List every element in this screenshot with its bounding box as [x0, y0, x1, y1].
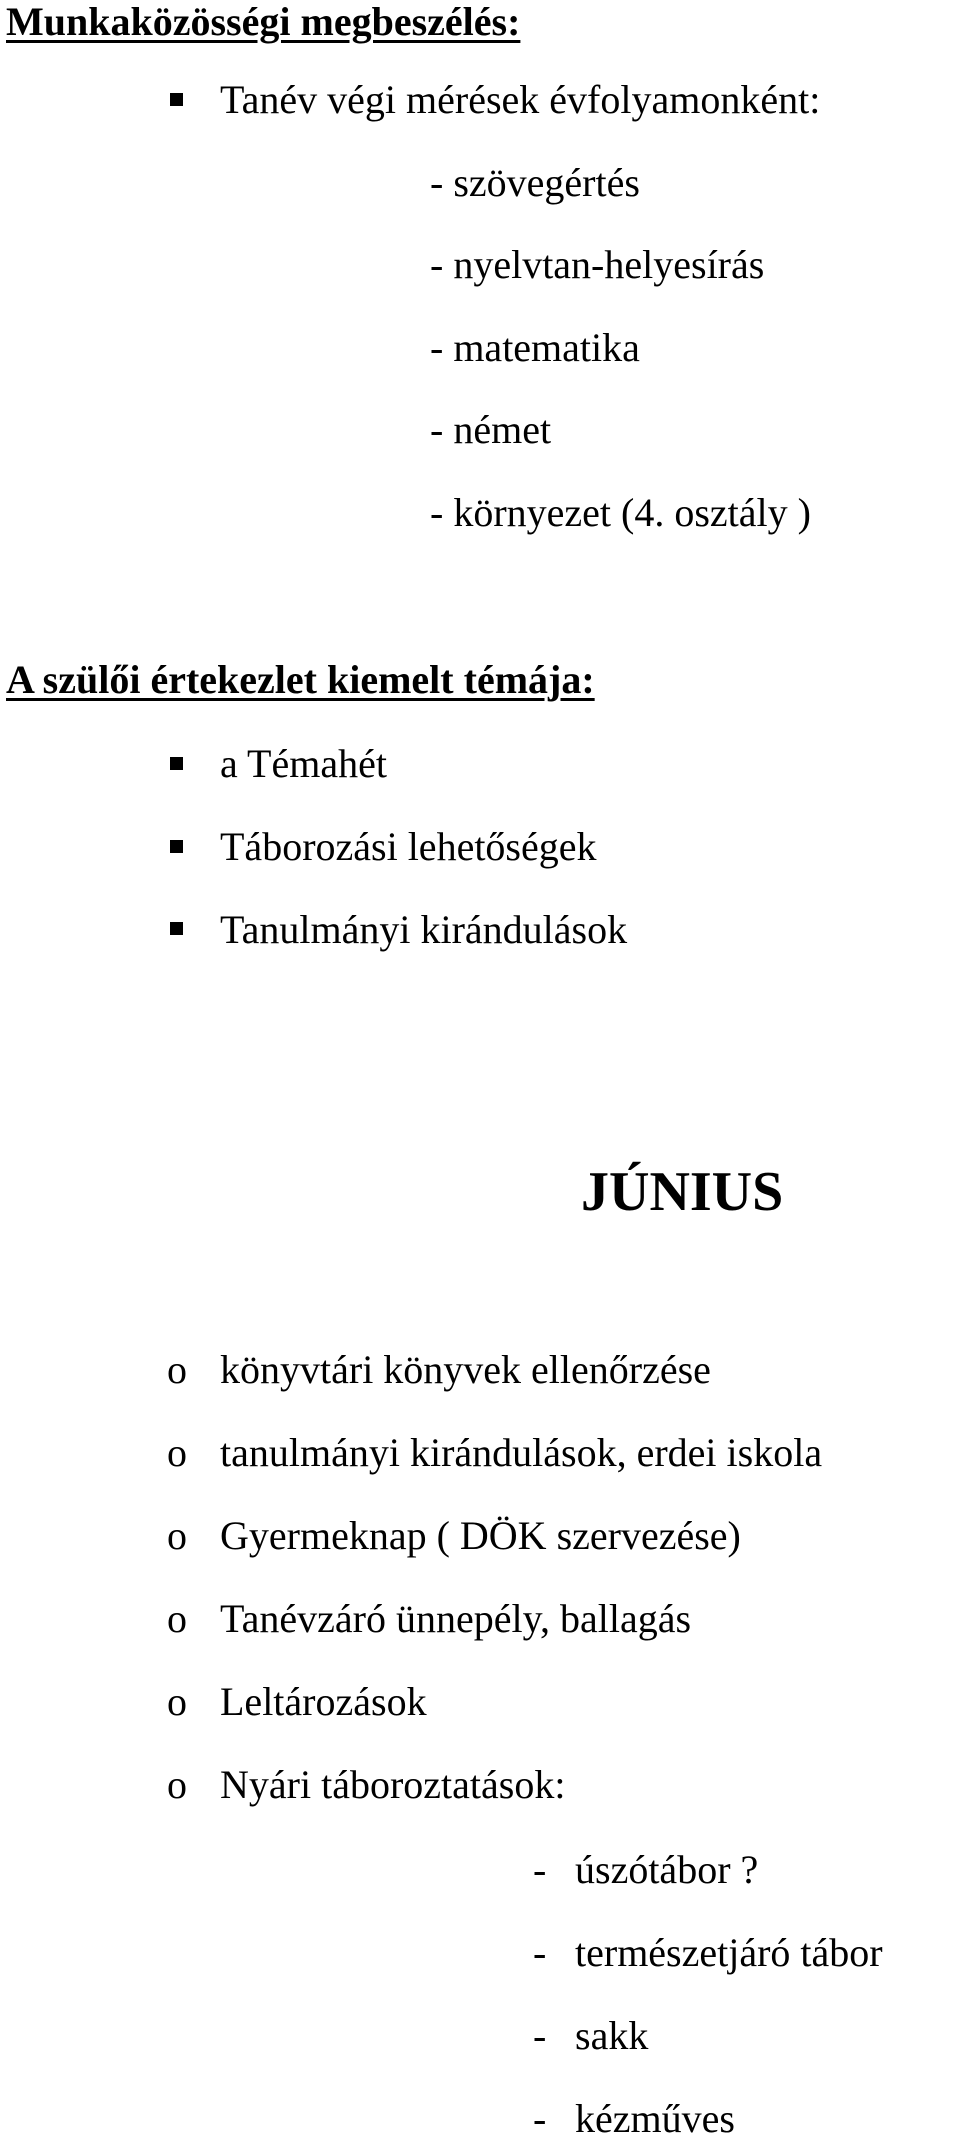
circle-bullet-icon: o: [167, 1347, 187, 1392]
sub-item: - német: [430, 407, 552, 452]
sub-item: - matematika: [430, 325, 640, 370]
month-item: Nyári táboroztatások:: [220, 1762, 566, 1807]
sub-item: - szövegértés: [430, 160, 640, 205]
month-item: Tanévzáró ünnepély, ballagás: [220, 1596, 692, 1641]
bullet-text: Táborozási lehetőségek: [220, 824, 597, 869]
bullet-text: Tanulmányi kirándulások: [220, 907, 628, 952]
sub-item: - nyelvtan-helyesírás: [430, 242, 765, 287]
section-heading-parents-meeting: A szülői értekezlet kiemelt témája:: [6, 657, 595, 702]
dash-bullet: -: [533, 2013, 547, 2058]
square-bullet-icon: [170, 93, 183, 106]
bullet-text: a Témahét: [220, 741, 387, 786]
square-bullet-icon: [170, 922, 183, 935]
dash-bullet: -: [533, 2096, 547, 2141]
circle-bullet-icon: o: [167, 1513, 187, 1558]
dash-bullet: -: [533, 1847, 547, 1892]
circle-bullet-icon: o: [167, 1762, 187, 1807]
month-item: könyvtári könyvek ellenőrzése: [220, 1347, 711, 1392]
circle-bullet-icon: o: [167, 1430, 187, 1475]
section-heading-meeting: Munkaközösségi megbeszélés:: [6, 0, 521, 44]
camp-item: kézműves: [575, 2096, 735, 2141]
camp-item: úszótábor ?: [575, 1847, 759, 1892]
square-bullet-icon: [170, 840, 183, 853]
sub-item: - környezet (4. osztály ): [430, 490, 811, 535]
month-title: JÚNIUS: [581, 1161, 784, 1223]
bullet-text: Tanév végi mérések évfolyamonként:: [220, 77, 821, 122]
camp-item: természetjáró tábor: [575, 1930, 883, 1975]
circle-bullet-icon: o: [167, 1596, 187, 1641]
square-bullet-icon: [170, 757, 183, 770]
dash-bullet: -: [533, 1930, 547, 1975]
month-item: tanulmányi kirándulások, erdei iskola: [220, 1430, 823, 1475]
month-item: Gyermeknap ( DÖK szervezése): [220, 1513, 741, 1558]
camp-item: sakk: [575, 2013, 649, 2058]
month-item: Leltározások: [220, 1679, 427, 1724]
circle-bullet-icon: o: [167, 1679, 187, 1724]
